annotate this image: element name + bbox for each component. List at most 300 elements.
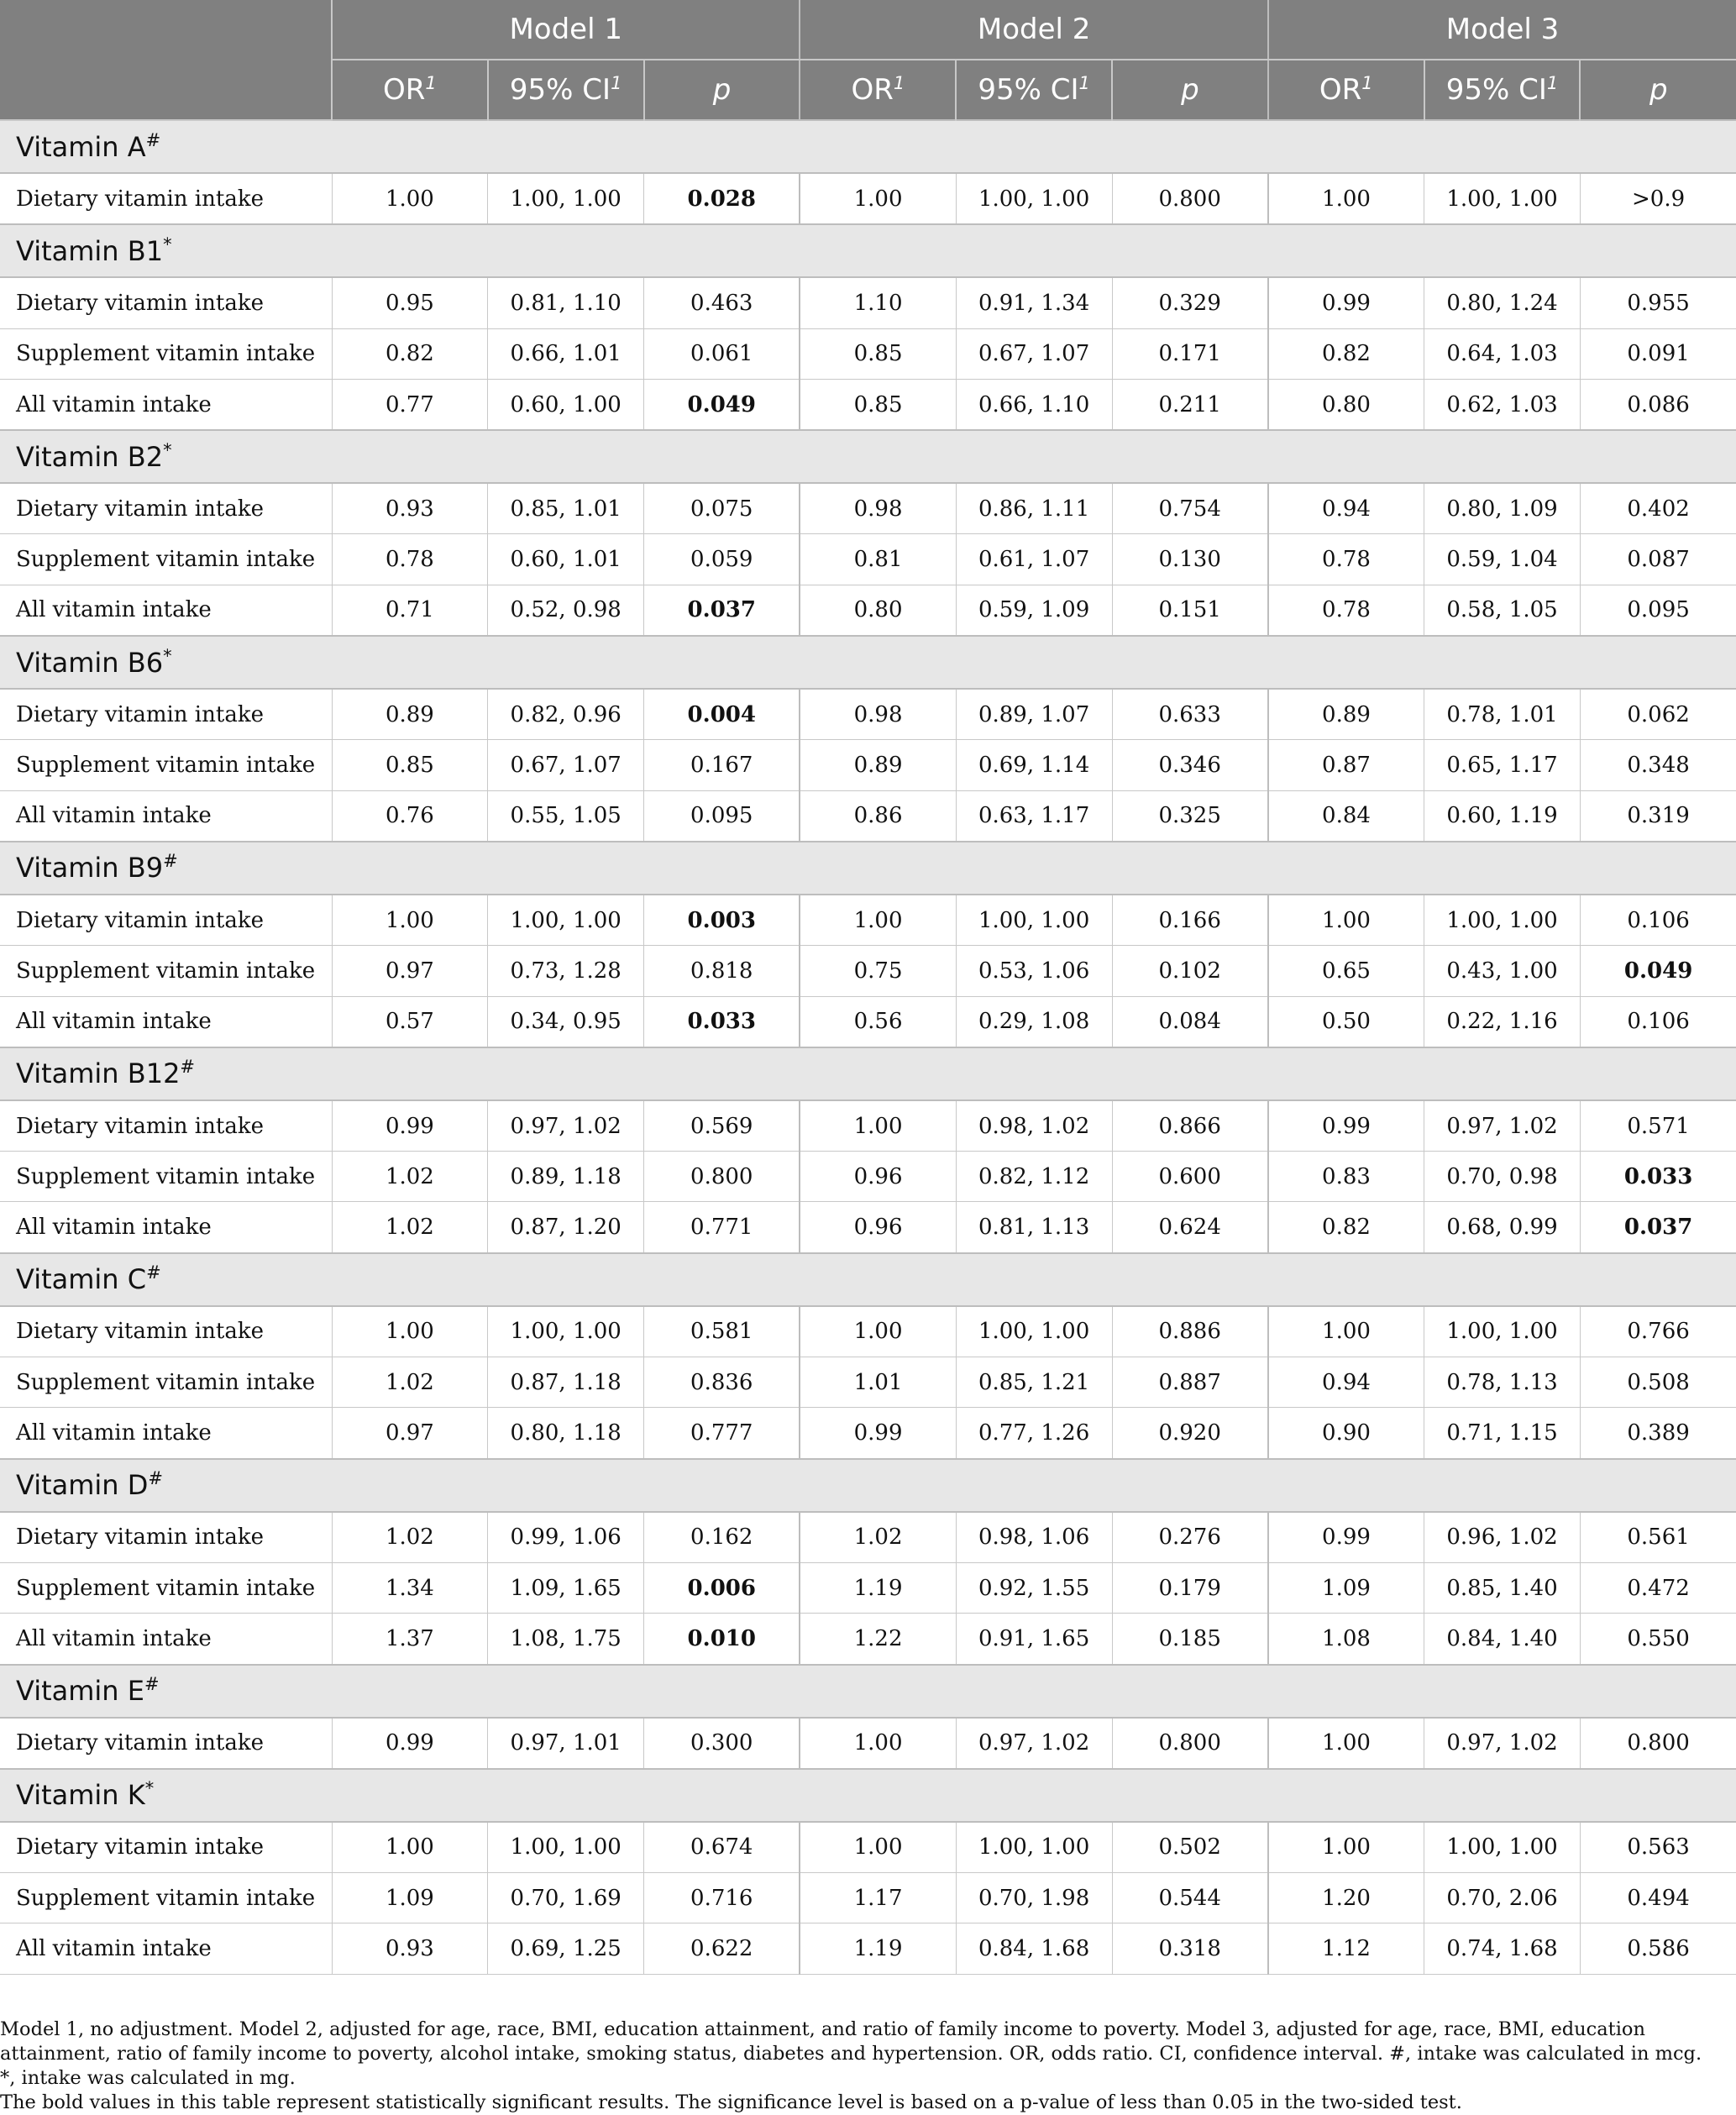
cell-model-1-ci: 0.34, 0.95 [488, 996, 644, 1047]
cell-model-1-p: 0.059 [644, 534, 800, 585]
cell-model-1-ci: 1.00, 1.00 [488, 173, 644, 224]
cell-model-1-or: 1.02 [332, 1152, 488, 1202]
cell-model-1-or: 0.89 [332, 689, 488, 740]
unit-marker: * [163, 439, 172, 460]
row-label: Supplement vitamin intake [0, 740, 332, 790]
group-name: Vitamin K [16, 1779, 145, 1812]
cell-model-3-ci: 0.58, 1.05 [1424, 585, 1581, 636]
cell-model-1-p: 0.167 [644, 740, 800, 790]
cell-model-3-ci: 0.70, 0.98 [1424, 1152, 1581, 1202]
cell-model-1-ci: 0.60, 1.01 [488, 534, 644, 585]
cell-model-3-or: 0.82 [1268, 328, 1424, 379]
cell-model-3-p: 0.106 [1580, 895, 1736, 946]
cell-model-2-ci: 0.59, 1.09 [956, 585, 1112, 636]
group-title [0, 224, 1736, 277]
group-title [0, 1769, 1736, 1822]
cell-model-3-or: 0.65 [1268, 946, 1424, 996]
cell-model-3-p: >0.9 [1580, 173, 1736, 224]
cell-model-2-p: 0.502 [1112, 1822, 1268, 1873]
cell-model-1-p: 0.037 [644, 585, 800, 636]
cell-model-3-p: 0.087 [1580, 534, 1736, 585]
cell-model-2-ci: 0.77, 1.26 [956, 1408, 1112, 1459]
cell-model-1-p: 0.003 [644, 895, 800, 946]
cell-model-2-p: 0.624 [1112, 1202, 1268, 1253]
table-row [0, 790, 1736, 842]
group-header-row [0, 1253, 1736, 1306]
group-name: Vitamin C [16, 1263, 147, 1296]
cell-model-3-p: 0.091 [1580, 328, 1736, 379]
cell-model-1-p: 0.061 [644, 328, 800, 379]
unit-marker: # [144, 1674, 160, 1695]
header-ci-label: 95% CI [1445, 73, 1547, 107]
row-label: All vitamin intake [0, 1923, 332, 1974]
table-row [0, 534, 1736, 585]
row-label: All vitamin intake [0, 379, 332, 430]
table-footnote [0, 2018, 1722, 2115]
cell-model-3-p: 0.037 [1580, 1202, 1736, 1253]
footnote-marker: 1 [425, 73, 437, 93]
group-name: Vitamin B2 [16, 440, 164, 473]
table-header [0, 0, 1736, 120]
cell-model-3-ci: 0.59, 1.04 [1424, 534, 1581, 585]
unit-marker: * [163, 645, 172, 666]
cell-model-2-ci: 0.69, 1.14 [956, 740, 1112, 790]
group-header-row [0, 120, 1736, 173]
cell-model-3-ci: 0.65, 1.17 [1424, 740, 1581, 790]
table-row [0, 689, 1736, 740]
cell-model-1-or: 0.82 [332, 328, 488, 379]
header-p [644, 60, 800, 120]
cell-model-3-p: 0.571 [1580, 1100, 1736, 1152]
table-row [0, 585, 1736, 636]
header-ci-label: 95% CI [978, 73, 1079, 107]
cell-model-1-ci: 0.85, 1.01 [488, 483, 644, 534]
cell-model-1-or: 1.00 [332, 1822, 488, 1873]
header-ci-label: 95% CI [509, 73, 611, 107]
unit-marker: # [146, 1262, 161, 1283]
cell-model-3-ci: 0.22, 1.16 [1424, 996, 1581, 1047]
cell-model-3-or: 1.00 [1268, 1822, 1424, 1873]
header-model-3: Model 3 [1268, 0, 1736, 60]
cell-model-2-p: 0.151 [1112, 585, 1268, 636]
cell-model-2-p: 0.325 [1112, 790, 1268, 842]
footnote-marker: 1 [1361, 73, 1373, 93]
cell-model-1-p: 0.800 [644, 1152, 800, 1202]
cell-model-3-ci: 0.96, 1.02 [1424, 1512, 1581, 1563]
row-label: Dietary vitamin intake [0, 1822, 332, 1873]
cell-model-1-ci: 0.87, 1.20 [488, 1202, 644, 1253]
group-header-row [0, 1459, 1736, 1512]
cell-model-1-ci: 0.97, 1.02 [488, 1100, 644, 1152]
cell-model-1-p: 0.674 [644, 1822, 800, 1873]
unit-marker: # [163, 851, 178, 872]
cell-model-3-ci: 0.85, 1.40 [1424, 1562, 1581, 1613]
cell-model-2-or: 0.99 [800, 1408, 956, 1459]
cell-model-1-ci: 0.66, 1.01 [488, 328, 644, 379]
row-label: Supplement vitamin intake [0, 1873, 332, 1923]
cell-model-3-ci: 0.78, 1.13 [1424, 1357, 1581, 1408]
cell-model-3-or: 0.89 [1268, 689, 1424, 740]
cell-model-3-or: 0.87 [1268, 740, 1424, 790]
cell-model-1-or: 0.95 [332, 277, 488, 328]
table-row [0, 1873, 1736, 1923]
cell-model-2-or: 0.80 [800, 585, 956, 636]
cell-model-1-ci: 0.55, 1.05 [488, 790, 644, 842]
row-label: Supplement vitamin intake [0, 534, 332, 585]
cell-model-1-p: 0.463 [644, 277, 800, 328]
cell-model-2-or: 1.10 [800, 277, 956, 328]
row-label: All vitamin intake [0, 1202, 332, 1253]
row-label: Dietary vitamin intake [0, 689, 332, 740]
cell-model-3-p: 0.472 [1580, 1562, 1736, 1613]
group-title [0, 636, 1736, 689]
cell-model-1-p: 0.716 [644, 1873, 800, 1923]
cell-model-1-ci: 0.69, 1.25 [488, 1923, 644, 1974]
cell-model-3-p: 0.033 [1580, 1152, 1736, 1202]
cell-model-2-ci: 0.66, 1.10 [956, 379, 1112, 430]
cell-model-1-or: 0.77 [332, 379, 488, 430]
cell-model-3-or: 0.78 [1268, 534, 1424, 585]
cell-model-2-p: 0.130 [1112, 534, 1268, 585]
cell-model-3-p: 0.086 [1580, 379, 1736, 430]
cell-model-1-ci: 0.67, 1.07 [488, 740, 644, 790]
cell-model-1-p: 0.075 [644, 483, 800, 534]
cell-model-3-ci: 0.68, 0.99 [1424, 1202, 1581, 1253]
row-label: All vitamin intake [0, 585, 332, 636]
cell-model-2-or: 1.00 [800, 1100, 956, 1152]
cell-model-1-or: 1.00 [332, 173, 488, 224]
cell-model-2-p: 0.633 [1112, 689, 1268, 740]
cell-model-1-or: 1.09 [332, 1873, 488, 1923]
cell-model-1-ci: 0.97, 1.01 [488, 1718, 644, 1769]
group-name: Vitamin A [16, 130, 146, 163]
header-model-2: Model 2 [800, 0, 1267, 60]
cell-model-2-or: 0.96 [800, 1152, 956, 1202]
cell-model-2-p: 0.754 [1112, 483, 1268, 534]
group-title [0, 430, 1736, 483]
cell-model-1-or: 1.00 [332, 1306, 488, 1357]
header-corner [0, 0, 332, 120]
cell-model-3-or: 1.00 [1268, 1718, 1424, 1769]
cell-model-2-ci: 0.81, 1.13 [956, 1202, 1112, 1253]
table-body [0, 120, 1736, 1974]
cell-model-1-p: 0.028 [644, 173, 800, 224]
cell-model-3-or: 1.20 [1268, 1873, 1424, 1923]
unit-marker: # [145, 129, 161, 150]
cell-model-1-p: 0.004 [644, 689, 800, 740]
header-or [800, 60, 956, 120]
cell-model-2-ci: 0.70, 1.98 [956, 1873, 1112, 1923]
table-row [0, 1718, 1736, 1769]
row-label: Supplement vitamin intake [0, 1357, 332, 1408]
cell-model-1-or: 0.99 [332, 1100, 488, 1152]
cell-model-2-or: 1.19 [800, 1923, 956, 1974]
cell-model-1-ci: 0.82, 0.96 [488, 689, 644, 740]
group-header-row [0, 636, 1736, 689]
table-row [0, 1512, 1736, 1563]
cell-model-2-ci: 1.00, 1.00 [956, 1306, 1112, 1357]
cell-model-2-ci: 0.53, 1.06 [956, 946, 1112, 996]
cell-model-2-or: 1.00 [800, 173, 956, 224]
cell-model-3-p: 0.586 [1580, 1923, 1736, 1974]
cell-model-2-p: 0.886 [1112, 1306, 1268, 1357]
header-model-1: Model 1 [332, 0, 800, 60]
cell-model-1-p: 0.777 [644, 1408, 800, 1459]
cell-model-3-p: 0.319 [1580, 790, 1736, 842]
cell-model-2-ci: 0.91, 1.34 [956, 277, 1112, 328]
cell-model-3-p: 0.766 [1580, 1306, 1736, 1357]
cell-model-2-or: 1.01 [800, 1357, 956, 1408]
cell-model-2-p: 0.102 [1112, 946, 1268, 996]
group-header-row [0, 1769, 1736, 1822]
cell-model-3-or: 1.08 [1268, 1614, 1424, 1665]
row-label: All vitamin intake [0, 1408, 332, 1459]
header-or-label: OR [1319, 73, 1362, 107]
cell-model-1-or: 1.02 [332, 1512, 488, 1563]
cell-model-3-or: 0.99 [1268, 1100, 1424, 1152]
table-row [0, 996, 1736, 1047]
cell-model-2-or: 0.85 [800, 328, 956, 379]
cell-model-2-or: 1.00 [800, 1306, 956, 1357]
cell-model-1-or: 0.97 [332, 1408, 488, 1459]
cell-model-2-or: 0.85 [800, 379, 956, 430]
cell-model-3-ci: 0.64, 1.03 [1424, 328, 1581, 379]
group-title [0, 1665, 1736, 1718]
cell-model-3-ci: 0.80, 1.09 [1424, 483, 1581, 534]
cell-model-2-ci: 0.89, 1.07 [956, 689, 1112, 740]
group-name: Vitamin B9 [16, 852, 164, 884]
cell-model-3-or: 1.00 [1268, 173, 1424, 224]
cell-model-3-p: 0.561 [1580, 1512, 1736, 1563]
cell-model-1-p: 0.771 [644, 1202, 800, 1253]
row-label: Dietary vitamin intake [0, 895, 332, 946]
group-title [0, 1047, 1736, 1100]
header-p [1580, 60, 1736, 120]
cell-model-3-p: 0.800 [1580, 1718, 1736, 1769]
table-row [0, 1562, 1736, 1613]
cell-model-1-p: 0.300 [644, 1718, 800, 1769]
cell-model-3-or: 0.78 [1268, 585, 1424, 636]
cell-model-2-ci: 0.29, 1.08 [956, 996, 1112, 1047]
cell-model-1-ci: 0.73, 1.28 [488, 946, 644, 996]
cell-model-2-or: 1.00 [800, 1718, 956, 1769]
cell-model-2-p: 0.346 [1112, 740, 1268, 790]
cell-model-1-ci: 1.00, 1.00 [488, 895, 644, 946]
cell-model-2-or: 0.89 [800, 740, 956, 790]
cell-model-2-or: 0.75 [800, 946, 956, 996]
cell-model-1-p: 0.095 [644, 790, 800, 842]
footnote-line: The bold values in this table represent statistically significant results. The significance level is based on a p-value of less than 0.05 in the two-sided test. [0, 2091, 1462, 2113]
row-label: All vitamin intake [0, 790, 332, 842]
footnote-marker: 1 [611, 73, 622, 93]
cell-model-3-or: 1.09 [1268, 1562, 1424, 1613]
cell-model-2-p: 0.171 [1112, 328, 1268, 379]
cell-model-2-or: 0.98 [800, 483, 956, 534]
row-label: Dietary vitamin intake [0, 483, 332, 534]
header-or [1268, 60, 1424, 120]
cell-model-2-or: 0.86 [800, 790, 956, 842]
cell-model-1-or: 1.34 [332, 1562, 488, 1613]
row-label: All vitamin intake [0, 996, 332, 1047]
cell-model-3-or: 0.90 [1268, 1408, 1424, 1459]
row-label: Dietary vitamin intake [0, 173, 332, 224]
cell-model-2-p: 0.166 [1112, 895, 1268, 946]
cell-model-3-or: 0.99 [1268, 1512, 1424, 1563]
table-row [0, 1357, 1736, 1408]
cell-model-3-or: 0.83 [1268, 1152, 1424, 1202]
cell-model-1-p: 0.049 [644, 379, 800, 430]
cell-model-3-ci: 0.70, 2.06 [1424, 1873, 1581, 1923]
table-row [0, 483, 1736, 534]
cell-model-3-p: 0.563 [1580, 1822, 1736, 1873]
header-p-label: p [712, 73, 732, 107]
unit-marker: # [148, 1468, 163, 1489]
cell-model-3-or: 1.12 [1268, 1923, 1424, 1974]
cell-model-3-or: 1.00 [1268, 895, 1424, 946]
cell-model-3-p: 0.095 [1580, 585, 1736, 636]
cell-model-1-or: 1.00 [332, 895, 488, 946]
cell-model-2-p: 0.211 [1112, 379, 1268, 430]
group-title [0, 842, 1736, 895]
table-row [0, 1408, 1736, 1459]
table-row [0, 1923, 1736, 1974]
cell-model-2-ci: 0.98, 1.06 [956, 1512, 1112, 1563]
cell-model-2-or: 1.19 [800, 1562, 956, 1613]
group-header-row [0, 430, 1736, 483]
cell-model-1-or: 1.02 [332, 1202, 488, 1253]
cell-model-3-p: 0.062 [1580, 689, 1736, 740]
cell-model-2-ci: 0.85, 1.21 [956, 1357, 1112, 1408]
cell-model-2-p: 0.887 [1112, 1357, 1268, 1408]
cell-model-1-or: 0.76 [332, 790, 488, 842]
group-name: Vitamin E [16, 1675, 144, 1708]
cell-model-3-or: 1.00 [1268, 1306, 1424, 1357]
row-label: Supplement vitamin intake [0, 1152, 332, 1202]
table-row [0, 173, 1736, 224]
unit-marker: * [144, 1778, 155, 1799]
cell-model-2-p: 0.185 [1112, 1614, 1268, 1665]
cell-model-1-ci: 0.81, 1.10 [488, 277, 644, 328]
footnote-marker: 1 [893, 73, 905, 93]
cell-model-3-ci: 1.00, 1.00 [1424, 1306, 1581, 1357]
cell-model-2-p: 0.920 [1112, 1408, 1268, 1459]
cell-model-2-ci: 0.97, 1.02 [956, 1718, 1112, 1769]
cell-model-1-or: 1.02 [332, 1357, 488, 1408]
header-p [1112, 60, 1268, 120]
cell-model-2-ci: 1.00, 1.00 [956, 895, 1112, 946]
cell-model-1-p: 0.836 [644, 1357, 800, 1408]
cell-model-1-or: 1.37 [332, 1614, 488, 1665]
group-header-row [0, 842, 1736, 895]
cell-model-2-p: 0.329 [1112, 277, 1268, 328]
cell-model-2-ci: 0.67, 1.07 [956, 328, 1112, 379]
cell-model-1-p: 0.818 [644, 946, 800, 996]
cell-model-3-ci: 1.00, 1.00 [1424, 1822, 1581, 1873]
cell-model-1-ci: 0.60, 1.00 [488, 379, 644, 430]
table-row [0, 1202, 1736, 1253]
cell-model-3-p: 0.508 [1580, 1357, 1736, 1408]
cell-model-3-or: 0.94 [1268, 1357, 1424, 1408]
cell-model-1-ci: 0.80, 1.18 [488, 1408, 644, 1459]
group-name: Vitamin B1 [16, 234, 164, 267]
cell-model-3-ci: 0.97, 1.02 [1424, 1718, 1581, 1769]
cell-model-2-or: 0.81 [800, 534, 956, 585]
cell-model-3-or: 0.99 [1268, 277, 1424, 328]
cell-model-2-or: 1.00 [800, 895, 956, 946]
footnote-marker: 1 [1546, 73, 1559, 93]
table-row [0, 1152, 1736, 1202]
cell-model-3-p: 0.049 [1580, 946, 1736, 996]
cell-model-2-p: 0.600 [1112, 1152, 1268, 1202]
cell-model-2-ci: 0.98, 1.02 [956, 1100, 1112, 1152]
unit-marker: * [163, 234, 172, 255]
row-label: All vitamin intake [0, 1614, 332, 1665]
header-p-label: p [1181, 73, 1199, 107]
cell-model-3-p: 0.106 [1580, 996, 1736, 1047]
cell-model-3-p: 0.402 [1580, 483, 1736, 534]
table-row [0, 277, 1736, 328]
cell-model-1-ci: 0.87, 1.18 [488, 1357, 644, 1408]
group-name: Vitamin B12 [16, 1058, 181, 1090]
table-row [0, 1100, 1736, 1152]
row-label: Dietary vitamin intake [0, 1306, 332, 1357]
cell-model-3-p: 0.955 [1580, 277, 1736, 328]
cell-model-3-p: 0.389 [1580, 1408, 1736, 1459]
cell-model-2-p: 0.084 [1112, 996, 1268, 1047]
group-title [0, 1253, 1736, 1306]
cell-model-1-p: 0.569 [644, 1100, 800, 1152]
cell-model-2-or: 1.02 [800, 1512, 956, 1563]
cell-model-3-ci: 0.97, 1.02 [1424, 1100, 1581, 1152]
cell-model-3-p: 0.550 [1580, 1614, 1736, 1665]
cell-model-1-or: 0.99 [332, 1718, 488, 1769]
cell-model-2-or: 1.17 [800, 1873, 956, 1923]
cell-model-3-ci: 1.00, 1.00 [1424, 173, 1581, 224]
table-row [0, 328, 1736, 379]
cell-model-2-or: 0.96 [800, 1202, 956, 1253]
table-row [0, 1822, 1736, 1873]
cell-model-2-or: 1.00 [800, 1822, 956, 1873]
cell-model-1-or: 0.85 [332, 740, 488, 790]
group-name: Vitamin B6 [16, 646, 164, 679]
cell-model-1-or: 0.97 [332, 946, 488, 996]
cell-model-3-ci: 0.78, 1.01 [1424, 689, 1581, 740]
cell-model-3-ci: 0.84, 1.40 [1424, 1614, 1581, 1665]
row-label: Supplement vitamin intake [0, 946, 332, 996]
cell-model-3-or: 0.84 [1268, 790, 1424, 842]
header-ci [1424, 60, 1581, 120]
table-row [0, 740, 1736, 790]
cell-model-3-or: 0.50 [1268, 996, 1424, 1047]
table-row [0, 379, 1736, 430]
group-title [0, 1459, 1736, 1512]
cell-model-1-ci: 1.00, 1.00 [488, 1822, 644, 1873]
cell-model-3-p: 0.494 [1580, 1873, 1736, 1923]
cell-model-1-p: 0.581 [644, 1306, 800, 1357]
cell-model-2-p: 0.318 [1112, 1923, 1268, 1974]
row-label: Dietary vitamin intake [0, 1512, 332, 1563]
cell-model-1-p: 0.622 [644, 1923, 800, 1974]
cell-model-1-p: 0.162 [644, 1512, 800, 1563]
row-label: Supplement vitamin intake [0, 1562, 332, 1613]
cell-model-3-or: 0.82 [1268, 1202, 1424, 1253]
header-or-label: OR [851, 73, 894, 107]
table-row [0, 946, 1736, 996]
group-name: Vitamin D [16, 1469, 149, 1502]
cell-model-2-ci: 0.86, 1.11 [956, 483, 1112, 534]
cell-model-2-or: 0.98 [800, 689, 956, 740]
cell-model-2-ci: 0.84, 1.68 [956, 1923, 1112, 1974]
